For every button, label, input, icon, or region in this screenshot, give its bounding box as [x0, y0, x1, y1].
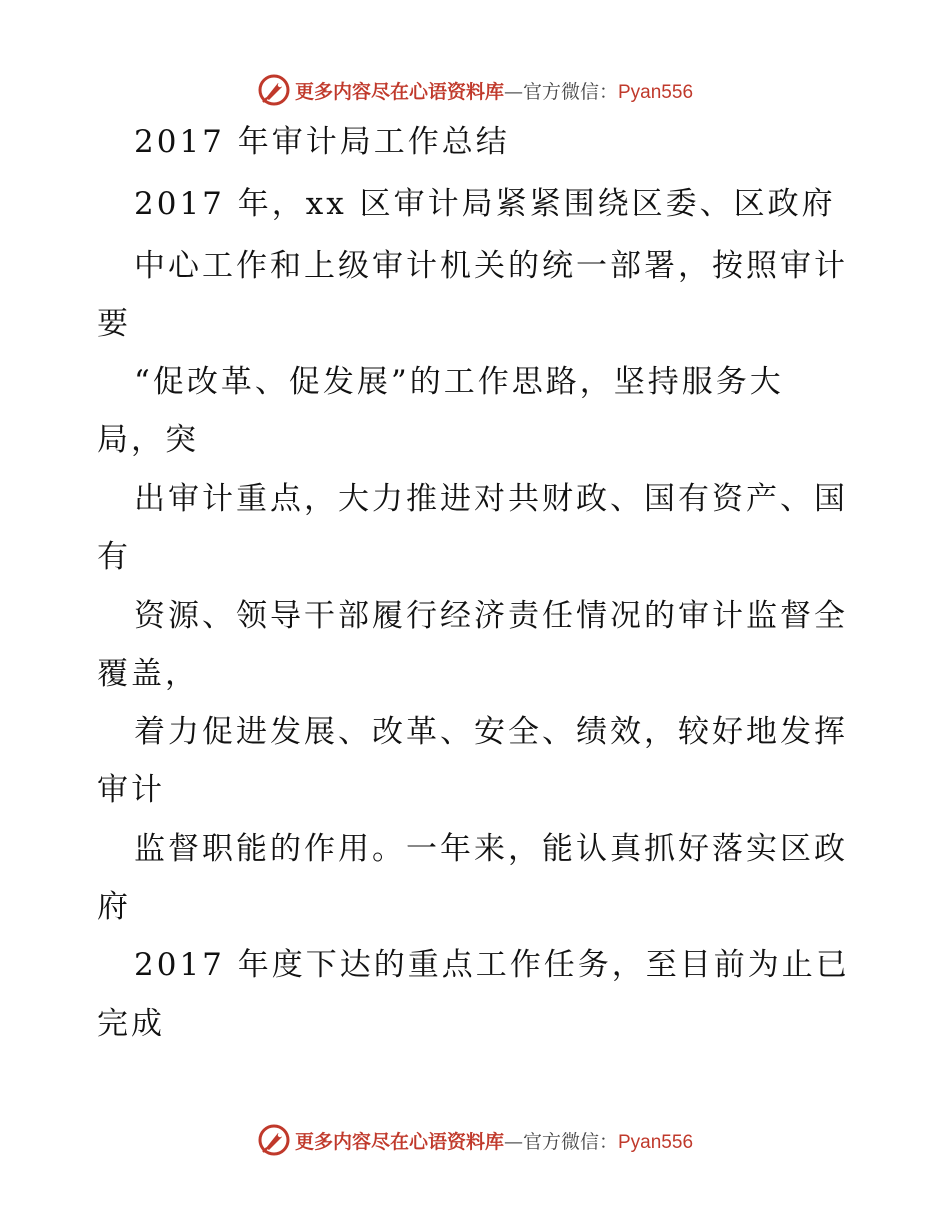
banner-separator: —	[503, 1130, 523, 1153]
document-line: “促改革、促发展”的工作思路，坚持服务大	[134, 364, 784, 400]
footer-banner	[0, 1120, 950, 1160]
banner-wechat-label: 官方微信：	[522, 1130, 618, 1153]
banner-wechat-id: Pyan556	[618, 81, 694, 103]
banner-text	[295, 1127, 693, 1154]
document-line: 府	[97, 889, 131, 925]
banner-main-text: 更多内容尽在心语资料库	[294, 80, 504, 103]
document-line: 资源、领导干部履行经济责任情况的审计监督全	[134, 598, 848, 634]
header-banner	[0, 70, 950, 110]
document-line: 2017 年度下达的重点工作任务，至目前为止已	[134, 947, 850, 983]
document-line: 着力促进发展、改革、安全、绩效，较好地发挥	[134, 714, 848, 750]
document-line: 覆盖，	[97, 656, 199, 692]
document-line: 审计	[97, 772, 165, 808]
pen-nib-logo-icon	[257, 73, 291, 107]
banner-text	[295, 77, 693, 104]
document-line: 2017 年，xx 区审计局紧紧围绕区委、区政府	[134, 186, 836, 222]
document-line: 要	[97, 306, 131, 342]
document-line: 局，突	[97, 422, 199, 458]
banner-separator: —	[503, 80, 523, 103]
document-line: 监督职能的作用。一年来，能认真抓好落实区政	[134, 831, 848, 867]
document-line: 有	[97, 539, 131, 575]
banner-wechat-id: Pyan556	[618, 1131, 694, 1153]
document-line: 出审计重点，大力推进对共财政、国有资产、国	[134, 481, 848, 517]
document-line: 完成	[97, 1006, 165, 1042]
document-title: 2017 年审计局工作总结	[134, 124, 510, 160]
banner-wechat-label: 官方微信：	[522, 80, 618, 103]
pen-nib-logo-icon	[257, 1123, 291, 1157]
banner-main-text: 更多内容尽在心语资料库	[294, 1130, 504, 1153]
document-line: 中心工作和上级审计机关的统一部署，按照审计	[134, 248, 848, 284]
